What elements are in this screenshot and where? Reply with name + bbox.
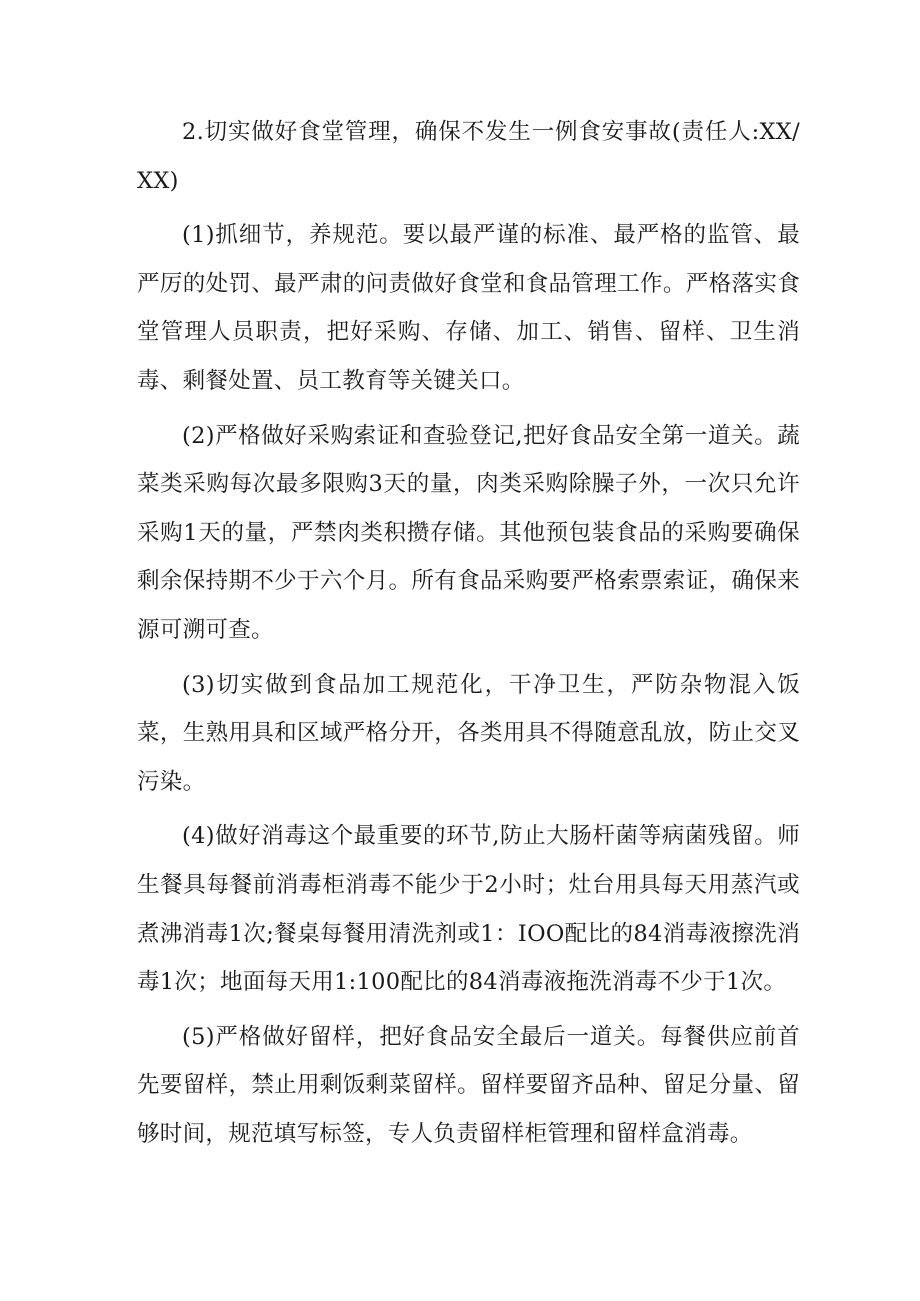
paragraph-5: (5)严格做好留样，把好食品安全最后一道关。每餐供应前首先要留样，禁止用剩饭剩菜留样。留样要留齐品种、留足分量、留够时间，规范填写标签，专人负责留样柜管理和留样盒消毒。 (137, 1023, 800, 1147)
paragraph-3: (3)切实做到食品加工规范化，干净卫生，严防杂物混入饭菜，生熟用具和区域严格分开，各类用具不得随意乱放，防止交叉污染。 (137, 671, 800, 795)
paragraph-2: (2)严格做好采购索证和查验登记,把好食品安全第一道关。蔬菜类采购每次最多限购3天的量，肉类采购除臊子外，一次只允许采购1天的量，严禁肉类积攒存储。其他预包装食品的采购要确保剩余保持期不少于六个月。所有食品采购要严格索票索证，确保来源可溯可查。 (137, 422, 800, 643)
paragraph-1: (1)抓细节，养规范。要以最严谨的标准、最严格的监管、最严厉的处罚、最严肃的问责做好食堂和食品管理工作。严格落实食堂管理人员职责，把好采购、存储、加工、销售、留样、卫生消毒、剩餐处置、员工教育等关键关口。 (137, 222, 800, 394)
section-heading: 2.切实做好食堂管理，确保不发生一例食安事故(责任人:XX/XX) (137, 119, 800, 194)
paragraph-4: (4)做好消毒这个最重要的环节,防止大肠杆菌等病菌残留。师生餐具每餐前消毒柜消毒不能少于2小时；灶台用具每天用蒸汽或煮沸消毒1次;餐桌每餐用清洗剂或1：IOO配比的84消毒液擦洗消毒1次；地面每天用1:100配比的84消毒液拖洗消毒不少于1次。 (137, 823, 800, 996)
